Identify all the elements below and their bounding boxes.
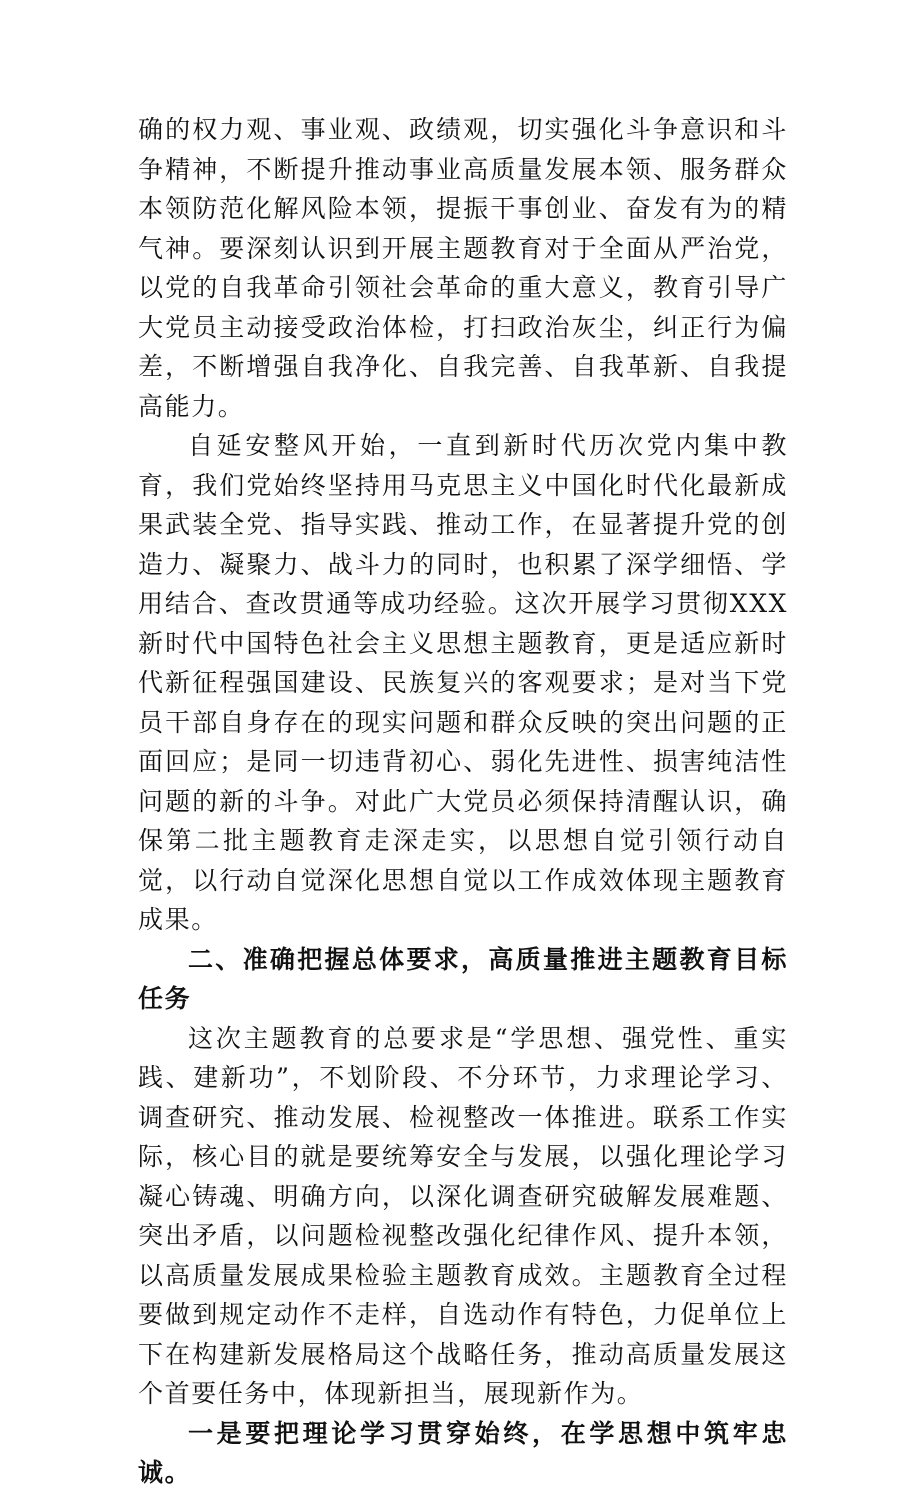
- document-body: [138, 110, 788, 1493]
- body-paragraph-1: 确的权力观、事业观、政绩观，切实强化斗争意识和斗争精神，不断提升推动事业高质量发展本领、服务群众本领防范化解风险本领，提振干事创业、奋发有为的精气神。要深刻认识到开展主题教育对于全面从严治党，以党的自我革命引领社会革命的重大意义，教育引导广大党员主动接受政治体检，打扫政治灰尘，纠正行为偏差，不断增强自我净化、自我完善、自我革新、自我提高能力。: [138, 115, 788, 421]
- subsection-heading-1: 一是要把理论学习贯穿始终，在学思想中筑牢忠诚。: [138, 1418, 788, 1487]
- body-paragraph-3: 这次主题教育的总要求是“学思想、强党性、重实践、建新功”，不划阶段、不分环节，力求理论学习、调查研究、推动发展、检视整改一体推进。联系工作实际，核心目的就是要统筹安全与发展，以强化理论学习凝心铸魂、明确方向，以深化调查研究破解发展难题、突出矛盾，以问题检视整改强化纪律作风、提升本领，以高质量发展成果检验主题教育成效。主题教育全过程要做到规定动作不走样，自选动作有特色，力促单位上下在构建新发展格局这个战略任务，推动高质量发展这个首要任务中，体现新担当，展现新作为。: [138, 1023, 788, 1408]
- section-heading-2: 二、准确把握总体要求，高质量推进主题教育目标任务: [138, 944, 788, 1013]
- body-paragraph-2: 自延安整风开始，一直到新时代历次党内集中教育，我们党始终坚持用马克思主义中国化时代化最新成果武装全党、指导实践、推动工作，在显著提升党的创造力、凝聚力、战斗力的同时，也积累了深学细悟、学用结合、查改贯通等成功经验。这次开展学习贯彻XXX新时代中国特色社会主义思想主题教育，更是适应新时代新征程强国建设、民族复兴的客观要求；是对当下党员干部自身存在的现实问题和群众反映的突出问题的正面回应；是同一切违背初心、弱化先进性、损害纯洁性问题的新的斗争。对此广大党员必须保持清醒认识，确保第二批主题教育走深走实，以思想自觉引领行动自觉，以行动自觉深化思想自觉以工作成效体现主题教育成果。: [138, 431, 788, 934]
